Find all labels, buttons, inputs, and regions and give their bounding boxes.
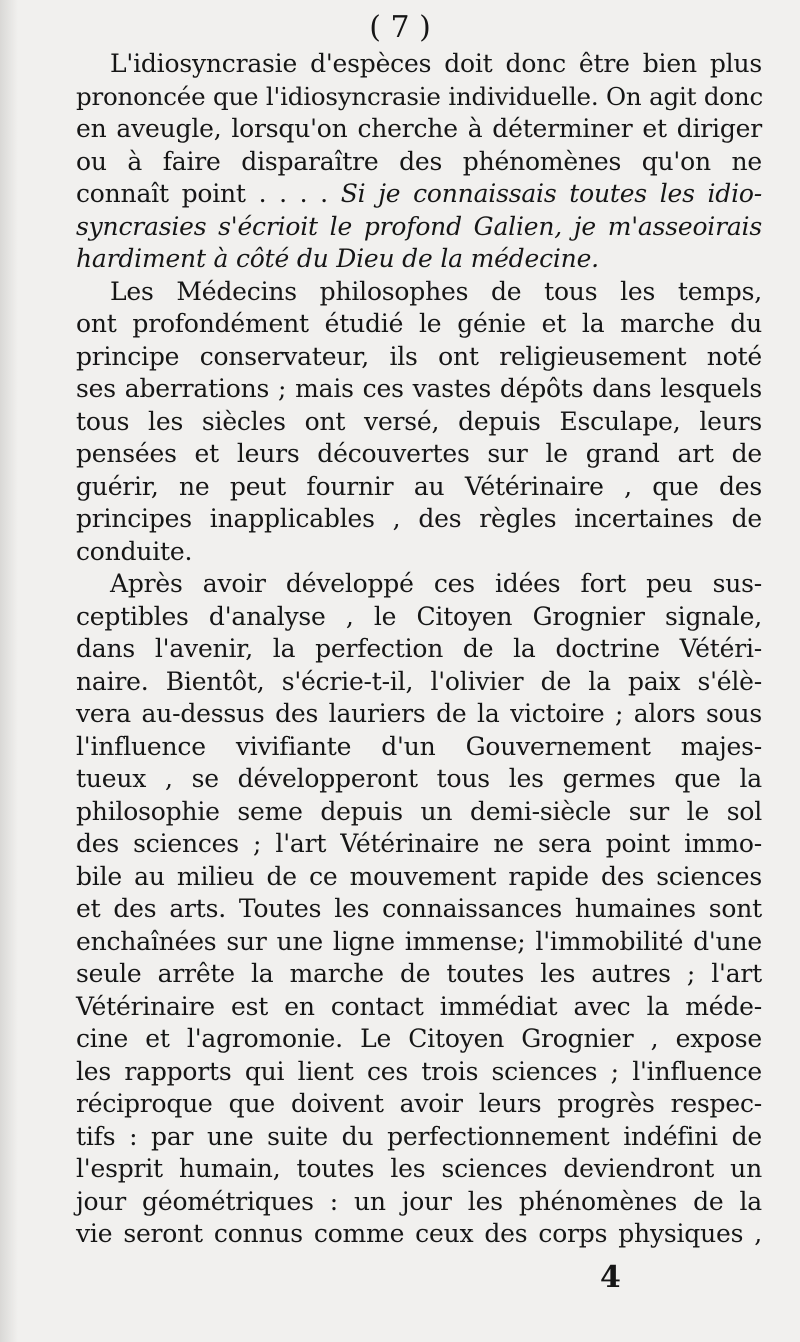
body-text [76,48,762,1251]
text-segment: principe conservateur, ils ont religieusement noté [76,341,762,371]
text-segment: l'esprit humain, toutes les sciences deviendront un [76,1154,762,1183]
text-line [76,1056,762,1089]
text-segment: ses aberrations ; mais ces vastes dépôts dans lesquels [76,374,762,403]
text-segment: guérir, ne peut fournir au Vétérinaire , que des [76,471,762,501]
text-line [76,178,762,211]
page-number: ( 7 ) [369,10,431,45]
text-segment: ont profondément étudié le génie et la marche du [76,309,762,338]
text-line [76,81,762,114]
text-line [76,113,762,146]
text-segment: naire. Bientôt, s'écrie-t-il, l'olivier de la paix s'élè- [76,666,762,696]
text-line [76,601,762,634]
italic-text-segment: syncrasies s'écrioit le profond Galien, je m'asseoirais [76,211,762,241]
text-segment: prononcée que l'idiosyncrasie individuelle. On agit donc [76,81,763,111]
text-line [76,796,762,829]
text-line [76,568,762,601]
text-line [76,698,762,731]
text-segment: ceptibles d'analyse , le Citoyen Grognier signale, [76,601,762,631]
text-line [76,666,762,699]
text-segment: Vétérinaire est en contact immédiat avec la méde- [76,991,762,1021]
text-segment: l'influence vivifiante d'un Gouvernement majes- [76,731,762,761]
text-segment: Les Médecins philosophes de tous les temps, [110,276,762,306]
text-segment: philosophie seme depuis un demi-siècle sur le sol [76,796,762,826]
text-line [76,893,762,926]
text-line [76,438,762,471]
text-segment: bile au milieu de ce mouvement rapide des sciences [76,861,762,891]
text-segment: ou à faire disparaître des phénomènes qu'on ne [76,146,762,176]
text-segment: en aveugle, lorsqu'on cherche à déterminer et diriger [76,114,762,143]
text-line [76,308,762,341]
text-line [76,1153,762,1186]
text-segment: tueux , se développeront tous les germes que la [76,764,762,793]
text-line [76,1121,762,1154]
text-line [76,48,762,81]
text-line [76,146,762,179]
text-line [76,341,762,374]
text-line [76,633,762,666]
text-segment: conduite. [76,536,193,566]
text-line [76,406,762,439]
text-segment: et des arts. Toutes les connaissances humaines sont [76,894,762,923]
text-segment: les rapports qui lient ces trois sciences ; l'influence [76,1056,762,1086]
italic-text-segment: hardiment à côté du Dieu de la médecine. [76,244,599,273]
text-line [76,536,762,569]
text-line [76,991,762,1024]
text-line [76,503,762,536]
text-segment: L'idiosyncrasie d'espèces doit donc être bien plus [110,49,762,78]
text-line [76,276,762,309]
text-segment: pensées et leurs découvertes sur le grand art de [76,439,762,468]
text-segment: vie seront connus comme ceux des corps physiques , [76,1219,762,1248]
text-segment: enchaînées sur une ligne immense; l'immobilité d'une [76,926,762,956]
text-segment: seule arrête la marche de toutes les autres ; l'art [76,959,762,988]
page-gutter-shadow [0,0,18,1342]
text-line [76,211,762,244]
text-line [76,861,762,894]
text-segment: Après avoir développé ces idées fort peu sus- [110,569,762,598]
text-segment: tifs : par une suite du perfectionnement indéfini de [76,1121,762,1151]
text-segment: des sciences ; l'art Vétérinaire ne sera point immo- [76,829,762,858]
text-line [76,1218,762,1251]
text-line [76,731,762,764]
signature-mark: 4 [600,1260,621,1295]
text-line [76,958,762,991]
text-line [76,1088,762,1121]
text-line [76,1186,762,1219]
text-segment: cine et l'agromonie. Le Citoyen Grognier , expose [76,1024,762,1053]
text-segment: connaît point . . . . [76,179,341,208]
text-segment: tous les siècles ont versé, depuis Esculape, leurs [76,406,762,436]
text-line [76,373,762,406]
text-segment: vera au-dessus des lauriers de la victoire ; alors sous [76,699,762,728]
text-line [76,828,762,861]
italic-text-segment: Si je connaissais toutes les idio- [340,179,762,208]
text-line [76,1023,762,1056]
text-segment: principes inapplicables , des règles incertaines de [76,504,762,533]
text-line [76,763,762,796]
text-segment: jour géométriques : un jour les phénomènes de la [76,1186,762,1216]
text-line [76,243,762,276]
text-segment: dans l'avenir, la perfection de la doctrine Vétéri- [76,634,762,663]
text-segment: réciproque que doivent avoir leurs progrès respec- [76,1089,762,1118]
text-line [76,926,762,959]
text-line [76,471,762,504]
